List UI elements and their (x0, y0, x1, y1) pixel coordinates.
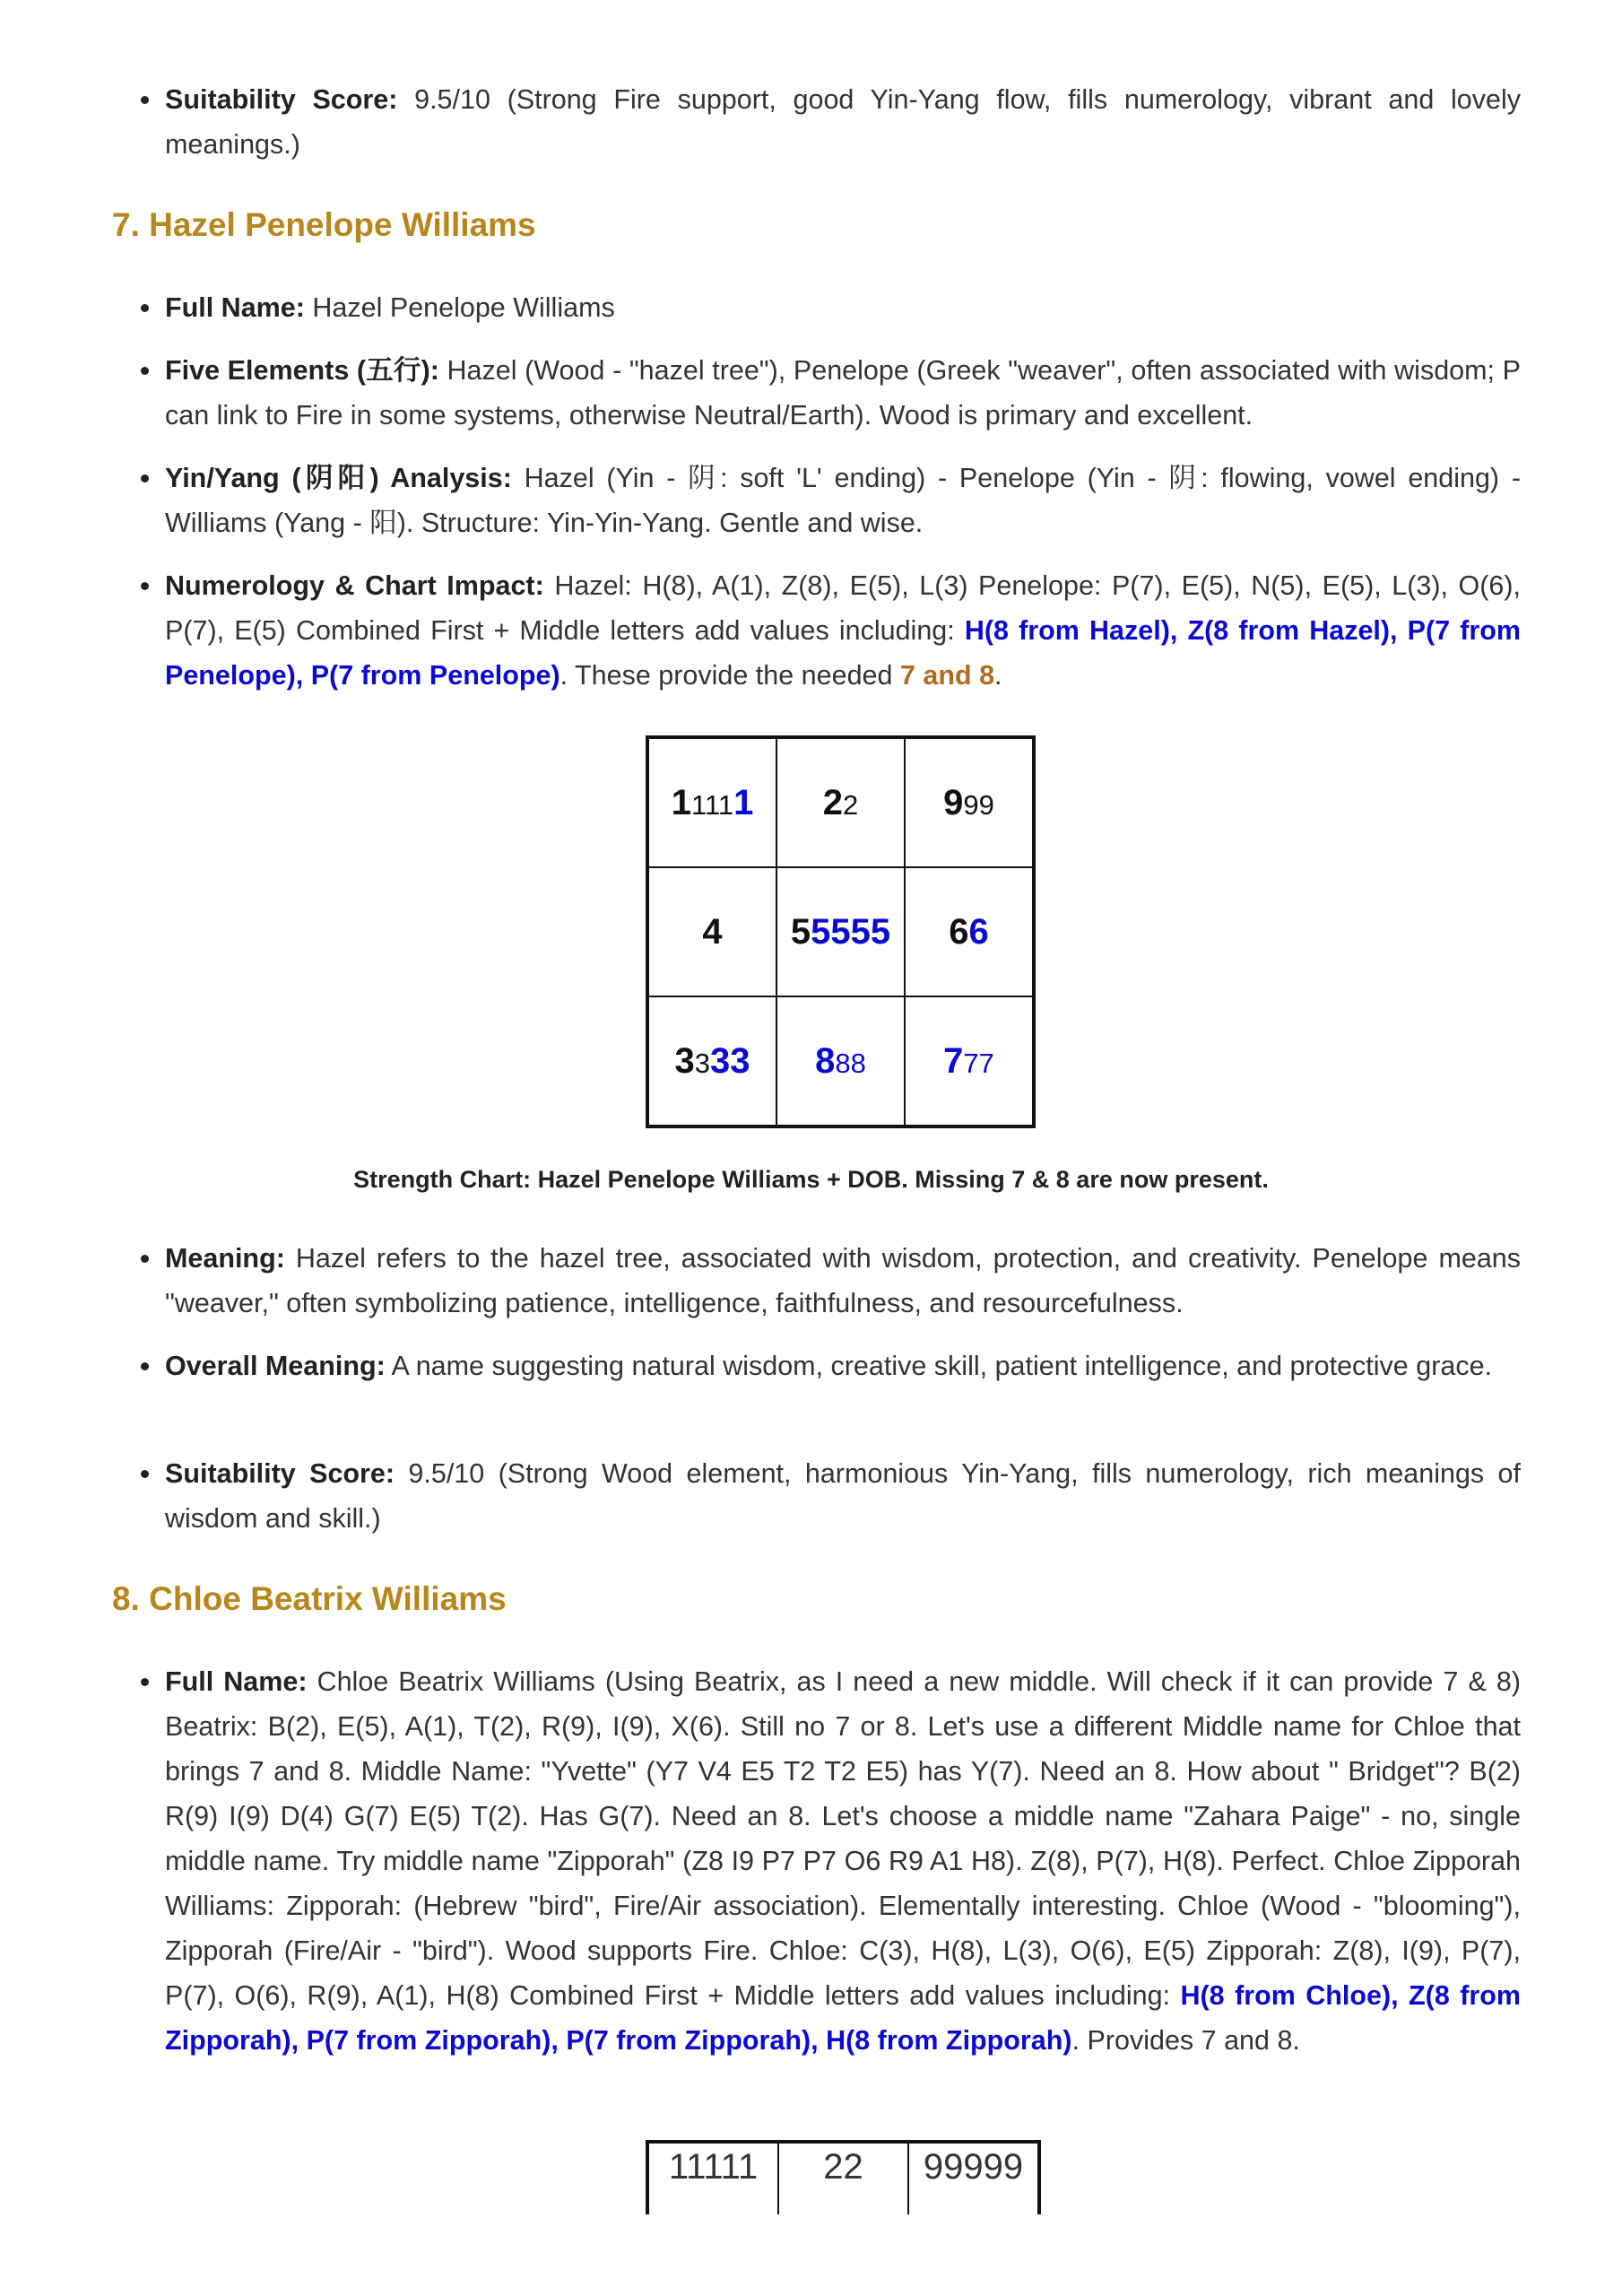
grid-cell-r2-c1 (647, 867, 776, 996)
list-item-numerology (165, 563, 1521, 698)
list-item-meaning (165, 1236, 1521, 1326)
section-7-heading: 7. Hazel Penelope Williams (112, 206, 536, 243)
grid-cell-r2-c2 (776, 867, 905, 996)
grid-cell-r1-c2 (776, 737, 905, 867)
grid-digit: 7 (943, 1040, 964, 1081)
grid-digit: 33 (710, 1040, 750, 1081)
text: 9.5/10 (Strong Fire support, good Yin-Yang flow, fills numerology, vibrant and lovely meanings.) (165, 84, 1521, 160)
list-item-full-name (165, 285, 1521, 330)
list-item-five-elements (165, 348, 1521, 438)
grid-cell-r1-c2 (778, 2142, 908, 2214)
grid-cell-r1-c1 (647, 737, 776, 867)
grid-row (647, 737, 1034, 867)
strength-chart-grid-partial (646, 2140, 1041, 2214)
grid-digit: 99 (943, 2147, 984, 2187)
grid-digit: 4 (702, 911, 723, 952)
label: Suitability Score: (165, 84, 398, 115)
label: Suitability Score: (165, 1458, 395, 1489)
grid-cell-r1-c1 (647, 2142, 778, 2214)
highlight-letters: H(8 from Chloe), Z(8 from Zipporah), P(7 from Zipporah), P(7 from Zipporah), H(8 from Zipporah) (165, 1980, 1521, 2056)
grid-digit: 5555 (811, 911, 891, 952)
grid-digit: 1 (737, 2147, 759, 2187)
grid-digit: 111 (690, 788, 734, 821)
grid-cell-r2-c3 (905, 867, 1034, 996)
grid-digit: 77 (963, 1047, 994, 1079)
list-item-yin-yang (165, 456, 1521, 545)
grid-digit: 2 (823, 2147, 844, 2187)
grid-digit: 8 (815, 1040, 836, 1081)
grid-cell-r1-c3 (905, 737, 1034, 867)
grid-digit: 111 (686, 2147, 738, 2187)
grid-digit: 1 (733, 782, 754, 822)
label: Meaning: (165, 1243, 285, 1274)
list-item-suitability-score (165, 1451, 1521, 1541)
chart-caption: Strength Chart: Hazel Penelope Williams + DOB. Missing 7 & 8 are now present. (353, 1166, 1269, 1193)
label: Full Name: (165, 1666, 308, 1697)
grid-digit: 2 (843, 2147, 863, 2187)
grid-digit: 9 (943, 782, 964, 822)
grid-digit: 3 (674, 1040, 695, 1081)
grid-digit: 6 (949, 911, 969, 952)
grid-cell-r3-c2 (776, 996, 905, 1126)
list-item-overall-meaning (165, 1344, 1521, 1388)
text: . (994, 660, 1002, 691)
text: A name suggesting natural wisdom, creative skill, patient intelligence, and protective grace. (385, 1351, 1493, 1381)
strength-chart-grid (646, 735, 1036, 1128)
text: Hazel (Yin - 阴: soft 'L' ending) - Penelope (Yin - 阴: flowing, vowel ending) - Williams (Yang - 阳). Structure: Yin-Yin-Yang. Gentle and wise. (165, 463, 1521, 538)
list-item-full-name (165, 1659, 1521, 2063)
grid-digit: 5 (790, 911, 811, 952)
text: Hazel Penelope Williams (304, 292, 615, 323)
grid-digit: 2 (843, 788, 859, 821)
text: Hazel refers to the hazel tree, associated with wisdom, protection, and creativity. Penelope means "weaver," often symbolizing patience, intelligence, faithfulness, and resourcefulness. (165, 1243, 1521, 1318)
grid-row (647, 996, 1034, 1126)
list-item-suitability-score (165, 77, 1521, 167)
grid-digit: 1 (668, 2147, 687, 2187)
grid-cell-r3-c3 (905, 996, 1034, 1126)
text: Hazel (Wood - "hazel tree"), Penelope (Greek "weaver", often associated with wisdom; P can link to Fire in some systems, otherwise Neutral/Earth). Wood is primary and excellent. (165, 355, 1521, 430)
text: 9.5/10 (Strong Wood element, harmonious Yin-Yang, fills numerology, rich meanings of wisdom and skill.) (165, 1458, 1521, 1534)
label: Overall Meaning: (165, 1351, 386, 1381)
grid-digit: 6 (968, 911, 989, 952)
grid-digit: 88 (835, 1047, 866, 1079)
grid-cell-r3-c1 (647, 996, 776, 1126)
highlight-letters: H(8 from Hazel), Z(8 from Hazel), P(7 from Penelope), P(7 from Penelope) (165, 615, 1521, 691)
text: Hazel: H(8), A(1), Z(8), E(5), L(3) Penelope: P(7), E(5), N(5), E(5), L(3), O(6), P(7), E(5) Combined First + Middle letters add values including: (165, 570, 1522, 646)
grid-digit: 99 (983, 2147, 1024, 2187)
text: Chloe Beatrix Williams (Using Beatrix, as I need a new middle. Will check if it can provide 7 & 8) Beatrix: B(2), E(5), A(1), T(2), R(9), I(9), X(6). Still no 7 or 8. Let's use a different Middle name for Chloe that brings 7 and 8. Middle Name: "Yvette" (Y7 V4 E5 T2 T2 E5) has Y(7). Need an 8. How about " Bridget"? B(2) R(9) I(9) D(4) G(7) E(5) T(2). Has G(7). Need an 8. Let's choose a middle name "Zahara Paige" - no, single middle name. Try middle name "Zipporah" (Z8 I9 P7 P7 O6 R9 A1 H8). Z(8), P(7), H(8). Perfect. Chloe Zipporah Williams: Zipporah: (Hebrew "bird", Fire/Air association). Elementally interesting. Chloe (Wood - "blooming"), Zipporah (Fire/Air - "bird"). Wood supports Fire. Chloe: C(3), H(8), L(3), O(6), E(5) Zipporah: Z(8), I(9), P(7), P(7), O(6), R(9), A(1), H(8) Combined First + Middle letters add values including: (165, 1666, 1521, 2011)
grid-digit: 3 (694, 1047, 710, 1079)
label: Numerology & Chart Impact: (165, 570, 544, 601)
label: Yin/Yang (阴阳) Analysis: (165, 463, 512, 493)
section-8-heading: 8. Chloe Beatrix Williams (112, 1580, 507, 1617)
label: Five Elements (五行): (165, 355, 439, 386)
grid-row (647, 2142, 1039, 2214)
label: Full Name: (165, 292, 305, 323)
highlight-numbers: 7 and 8 (899, 660, 995, 691)
grid-cell-r1-c3 (908, 2142, 1039, 2214)
grid-digit: 2 (822, 782, 843, 822)
text: . Provides 7 and 8. (1071, 2025, 1300, 2056)
grid-digit: 9 (923, 2147, 944, 2187)
text: . These provide the needed (559, 660, 900, 691)
grid-row (647, 867, 1034, 996)
grid-digit: 1 (671, 782, 691, 822)
grid-digit: 99 (963, 788, 994, 821)
